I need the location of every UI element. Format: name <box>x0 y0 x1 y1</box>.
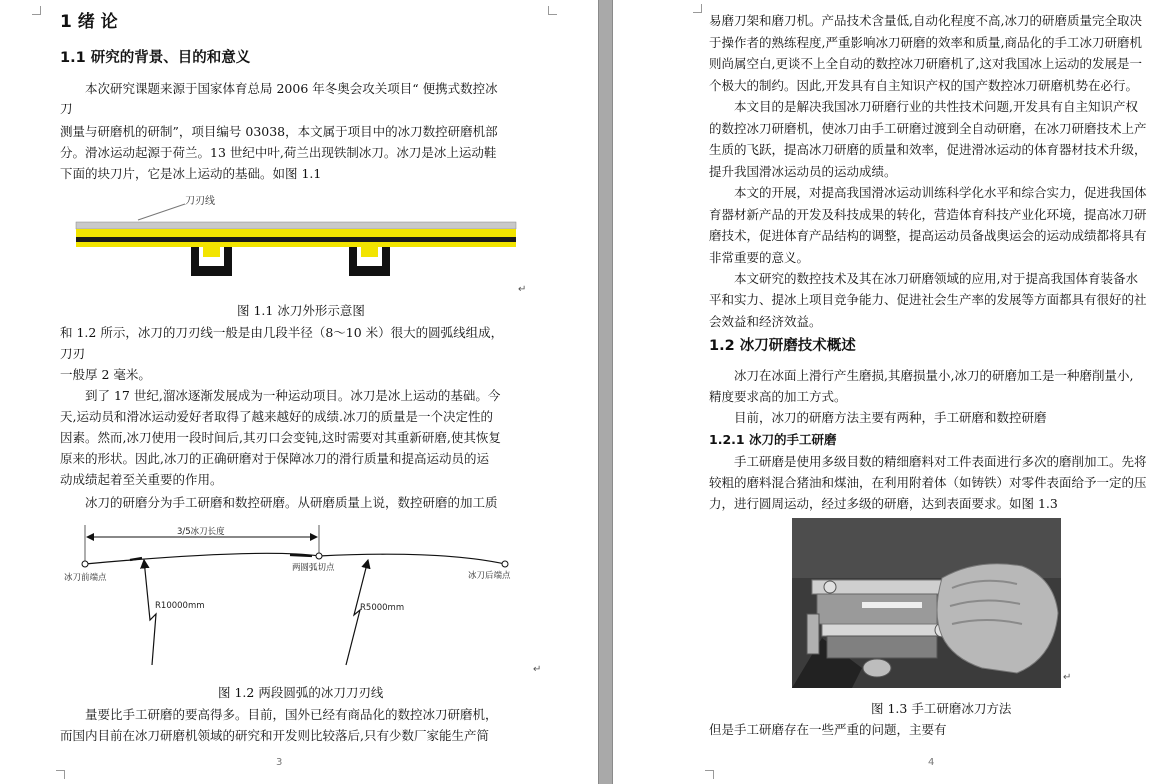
edge-segment <box>290 555 312 556</box>
text-line: 的数控冰刀研磨机，使冰刀由手工研磨过渡到全自动研磨，在冰刀研磨技术上产 <box>709 121 1147 136</box>
blade-edge-label: 刀刃线 <box>185 196 215 207</box>
text-line: 冰刀的研磨分为手工研磨和数控研磨。从研磨质量上说，数控研磨的加工质 <box>85 495 498 510</box>
text-line: 手工研磨是使用多级目数的精细磨料对工件表面进行多次的磨削加工。先将 <box>734 454 1147 469</box>
text-line: 但是手工研磨存在一些严重的问题，主要有 <box>709 722 947 737</box>
text-line: 力，进行圆周运动，经过多级的研磨，达到表面要求。如图 1.3 <box>709 496 1058 511</box>
paragraph-mark: ↵ <box>533 664 542 675</box>
text-line: 目前，冰刀的研磨方法主要有两种，手工研磨和数控研磨 <box>734 410 1047 425</box>
text-line: 生质的飞跃，提高冰刀研磨的质量和效率，促进滑冰运动的体育器材技术升级， <box>709 142 1147 157</box>
text-line: 天,运动员和滑冰运动爱好者取得了越来越好的成绩.冰刀的质量是一个决定性的 <box>60 409 493 424</box>
text-line: 个极大的制约。因此,开发具有自主知识产权的国产数控冰刀研磨机势在必行。 <box>709 78 1138 93</box>
figure-1-1-blade <box>60 186 530 291</box>
tangent-label: 两圆弧切点 <box>292 563 335 573</box>
text-line: 本文研究的数控技术及其在冰刀研磨领域的应用,对于提高我国体育装备水 <box>734 271 1138 286</box>
text-line: 本文目的是解决我国冰刀研磨行业的共性技术问题,开发具有自主知识产权 <box>734 99 1138 114</box>
blade-yellow-band <box>76 229 516 237</box>
text-line: 平和实力、提冰上项目竞争能力、促进社会生产率的发展等方面都具有很好的社 <box>709 292 1147 307</box>
text-line: 冰刀在冰面上滑行产生磨损,其磨损量小,冰刀的研磨加工是一种磨削量小, <box>734 368 1134 383</box>
front-end-point <box>82 561 88 567</box>
blade-yellow-band <box>76 242 516 247</box>
text-line: 会效益和经济效益。 <box>709 314 822 329</box>
text-line: 下面的块刀片，它是冰上运动的基础。如图 1.1 <box>60 166 322 181</box>
blade-top-strip <box>76 222 516 229</box>
leader-line <box>138 204 185 220</box>
text-line: 一般厚 2 毫米。 <box>60 367 151 382</box>
blade-mount-right <box>349 247 390 276</box>
text-line: 量要比手工研磨的要高得多。目前，国外已经有商品化的数控冰刀研磨机， <box>85 707 498 722</box>
figure-1-3-photo <box>792 518 1061 688</box>
crop-mark <box>32 6 41 15</box>
text-line: 于操作者的熟练程度,严重影响冰刀研磨的效率和质量,商品化的手工冰刀研磨机 <box>709 35 1142 50</box>
text-line: 磨技术，促进体育产品结构的调整，提高运动员备战奥运会的运动成绩都将具有 <box>709 228 1147 243</box>
radius-2-label: R5000mm <box>360 603 405 613</box>
section-heading: 1.1 研究的背景、目的和意义 <box>60 50 251 66</box>
section-heading: 1.2 冰刀研磨技术概述 <box>709 338 856 354</box>
text-line: 本文的开展，对提高我国滑冰运动训练科学化水平和综合实力，促进我国体 <box>734 185 1147 200</box>
text-line: 测量与研磨机的研制”，项目编号 03038，本文属于项目中的冰刀数控研磨机部 <box>60 124 498 139</box>
text-line: 本次研究课题来源于国家体育总局 2006 年冬奥会攻关项目“ 便携式数控冰 <box>85 81 498 96</box>
rear-end-point <box>502 561 508 567</box>
radius-1-label: R10000mm <box>155 601 205 611</box>
span-label: 3/5冰刀长度 <box>177 527 225 537</box>
text-line: 精度要求高的加工方式。 <box>709 389 847 404</box>
tangent-point <box>316 553 322 559</box>
paragraph-mark: ↵ <box>1063 672 1072 683</box>
text-line: 较粗的磨料混合猪油和煤油，在利用附着体（如铸铁）对零件表面给予一定的压 <box>709 475 1147 490</box>
page-4 <box>613 0 1165 784</box>
front-end-label: 冰刀前端点 <box>64 573 107 583</box>
text-line: 和 1.2 所示，冰刀的刀刃线一般是由几段半径（8～10 米）很大的圆弧线组成， <box>60 325 504 340</box>
rear-end-label: 冰刀后端点 <box>468 571 511 581</box>
page-number: 3 <box>276 757 283 768</box>
text-line: 育器材新产品的开发及科技成果的转化，营造体育科技产业化环境，提高冰刀研 <box>709 207 1147 222</box>
chapter-heading: 1 绪 论 <box>60 12 118 32</box>
text-line: 刀刃 <box>60 346 86 361</box>
subsection-heading: 1.2.1 冰刀的手工研磨 <box>709 432 837 447</box>
crop-mark <box>705 770 714 779</box>
text-line: 因素。然而,冰刀使用一段时间后,其刃口会变钝,这时需要对其重新研磨,使其恢复 <box>60 430 501 445</box>
text-line: 动成绩起着至关重要的作用。 <box>60 472 223 487</box>
blade-dark-band <box>76 237 516 242</box>
radius-1-line <box>144 560 156 665</box>
crop-mark <box>548 6 557 15</box>
figure-caption: 图 1.1 冰刀外形示意图 <box>237 303 365 318</box>
text-line: 刀 <box>60 101 73 116</box>
text-line: 到了 17 世纪,溜冰逐渐发展成为一种运动项目。冰刀是冰上运动的基础。今 <box>85 388 501 403</box>
text-line: 非常重要的意义。 <box>709 250 810 265</box>
text-line: 则尚属空白,更谈不上全自动的数控冰刀研磨机了,这对我国冰上运动的发展是一 <box>709 56 1142 71</box>
text-line: 原来的形状。因此,冰刀的正确研磨对于保障冰刀的滑行质量和提高运动员的运 <box>60 451 489 466</box>
paragraph-mark: ↵ <box>518 284 527 295</box>
text-line: 而国内目前在冰刀研磨机领域的研究和开发则比较落后,只有少数厂家能生产简 <box>60 728 489 743</box>
text-line: 易磨刀架和磨刀机。产品技术含量低,自动化程度不高,冰刀的研磨质量完全取决 <box>709 13 1142 28</box>
text-line: 分。滑冰运动起源于荷兰。13 世纪中叶,荷兰出现铁制冰刀。冰刀是冰上运动鞋 <box>60 145 497 160</box>
figure-1-2-arc-diagram <box>60 520 530 680</box>
figure-caption: 图 1.2 两段圆弧的冰刀刀刃线 <box>218 685 384 700</box>
blade-mount-left <box>191 247 232 276</box>
figure-caption: 图 1.3 手工研磨冰刀方法 <box>871 701 1012 716</box>
crop-mark <box>693 4 702 13</box>
text-line: 提升我国滑冰运动员的运动成绩。 <box>709 164 897 179</box>
page-number: 4 <box>928 757 935 768</box>
page-gutter <box>598 0 613 784</box>
crop-mark <box>56 770 65 779</box>
